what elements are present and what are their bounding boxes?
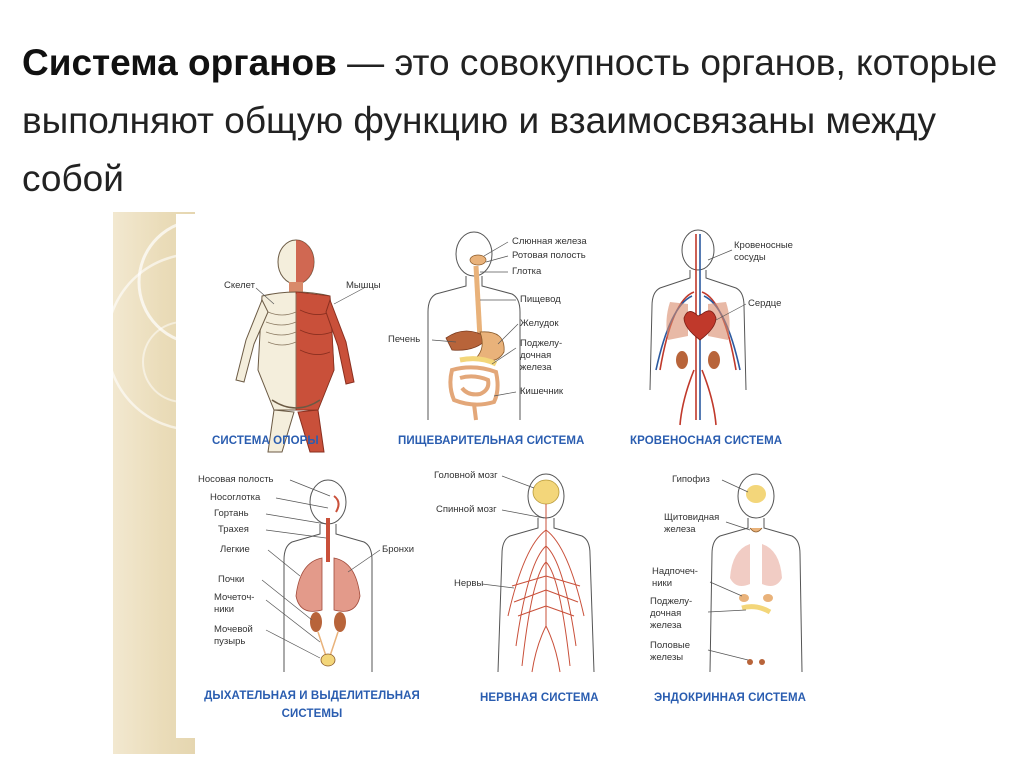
label-larynx: Гортань: [214, 508, 249, 519]
label-liver: Печень: [388, 334, 421, 345]
caption-circulatory-system: КРОВЕНОСНАЯ СИСТЕМА: [630, 435, 783, 447]
label-ureters-line1: Мочеточ-: [214, 592, 255, 603]
label-gonads-line2: железы: [650, 652, 684, 663]
caption-support-system: СИСТЕМА ОПОРЫ: [212, 435, 319, 447]
label-muscles: Мышцы: [346, 280, 381, 291]
label-lungs: Легкие: [220, 544, 250, 555]
heading-definition: — это совокупность органов, которые выполняют общую функцию и взаимосвязаны между собой: [22, 42, 998, 199]
digestive-system-panel: [376, 220, 616, 430]
label-pancreas-line2: дочная: [520, 350, 552, 361]
label-trachea: Трахея: [218, 524, 249, 535]
caption-endocrine-system: ЭНДОКРИННАЯ СИСТЕМА: [654, 692, 807, 704]
label-endocrine-pancreas-line2: дочная: [650, 608, 682, 619]
nervous-system-panel: [432, 466, 632, 680]
endocrine-system-panel: [646, 466, 836, 680]
label-brain: Головной мозг: [434, 470, 498, 481]
label-mouth: Ротовая полость: [512, 250, 586, 261]
label-adrenal-line1: Надпочеч-: [652, 566, 698, 577]
label-nerves: Нервы: [454, 578, 484, 589]
label-pharynx: Глотка: [512, 266, 542, 277]
label-spinal-cord: Спинной мозг: [436, 504, 497, 515]
label-endocrine-pancreas-line3: железа: [650, 620, 682, 631]
respiratory-excretory-panel: [196, 466, 416, 680]
label-pancreas-line1: Поджелу-: [520, 338, 563, 349]
label-nasal-cavity: Носовая полость: [198, 474, 274, 485]
label-gonads-line1: Половые: [650, 640, 690, 651]
label-intestine: Кишечник: [520, 386, 564, 397]
label-esophagus: Пищевод: [520, 294, 561, 305]
caption-nervous-system: НЕРВНАЯ СИСТЕМА: [480, 692, 599, 704]
organ-systems-figure: [176, 214, 836, 738]
circulatory-system-panel: [636, 220, 836, 430]
caption-digestive-system: ПИЩЕВАРИТЕЛЬНАЯ СИСТЕМА: [398, 435, 585, 447]
label-blood-vessels-line2: сосуды: [734, 252, 766, 263]
label-thyroid-line2: железа: [664, 524, 696, 535]
label-kidneys: Почки: [218, 574, 245, 585]
label-blood-vessels-line1: Кровеносные: [734, 240, 793, 251]
label-skeleton: Скелет: [224, 280, 255, 291]
nervous-illustration: [432, 466, 632, 680]
label-pituitary: Гипофиз: [672, 474, 710, 485]
skeleton-muscle-illustration: [196, 220, 396, 460]
label-stomach: Желудок: [520, 318, 559, 329]
label-salivary-gland: Слюнная железа: [512, 236, 587, 247]
label-ureters-line2: ники: [214, 604, 235, 615]
label-heart: Сердце: [748, 298, 782, 309]
label-pancreas-line3: железа: [520, 362, 552, 373]
label-bladder-line2: пузырь: [214, 636, 246, 647]
caption-respiratory-excretory-line2: СИСТЕМЫ: [281, 708, 343, 720]
label-nasopharynx: Носоглотка: [210, 492, 261, 503]
slide-heading: [22, 34, 1002, 208]
label-endocrine-pancreas-line1: Поджелу-: [650, 596, 693, 607]
heading-term: Система органов: [22, 42, 337, 83]
support-system-panel: [196, 220, 396, 460]
label-bladder-line1: Мочевой: [214, 624, 253, 635]
label-bronchi: Бронхи: [382, 544, 415, 555]
label-thyroid-line1: Щитовидная: [664, 512, 720, 523]
caption-respiratory-excretory-line1: ДЫХАТЕЛЬНАЯ И ВЫДЕЛИТЕЛЬНАЯ: [204, 690, 420, 702]
label-adrenal-line2: ники: [652, 578, 673, 589]
